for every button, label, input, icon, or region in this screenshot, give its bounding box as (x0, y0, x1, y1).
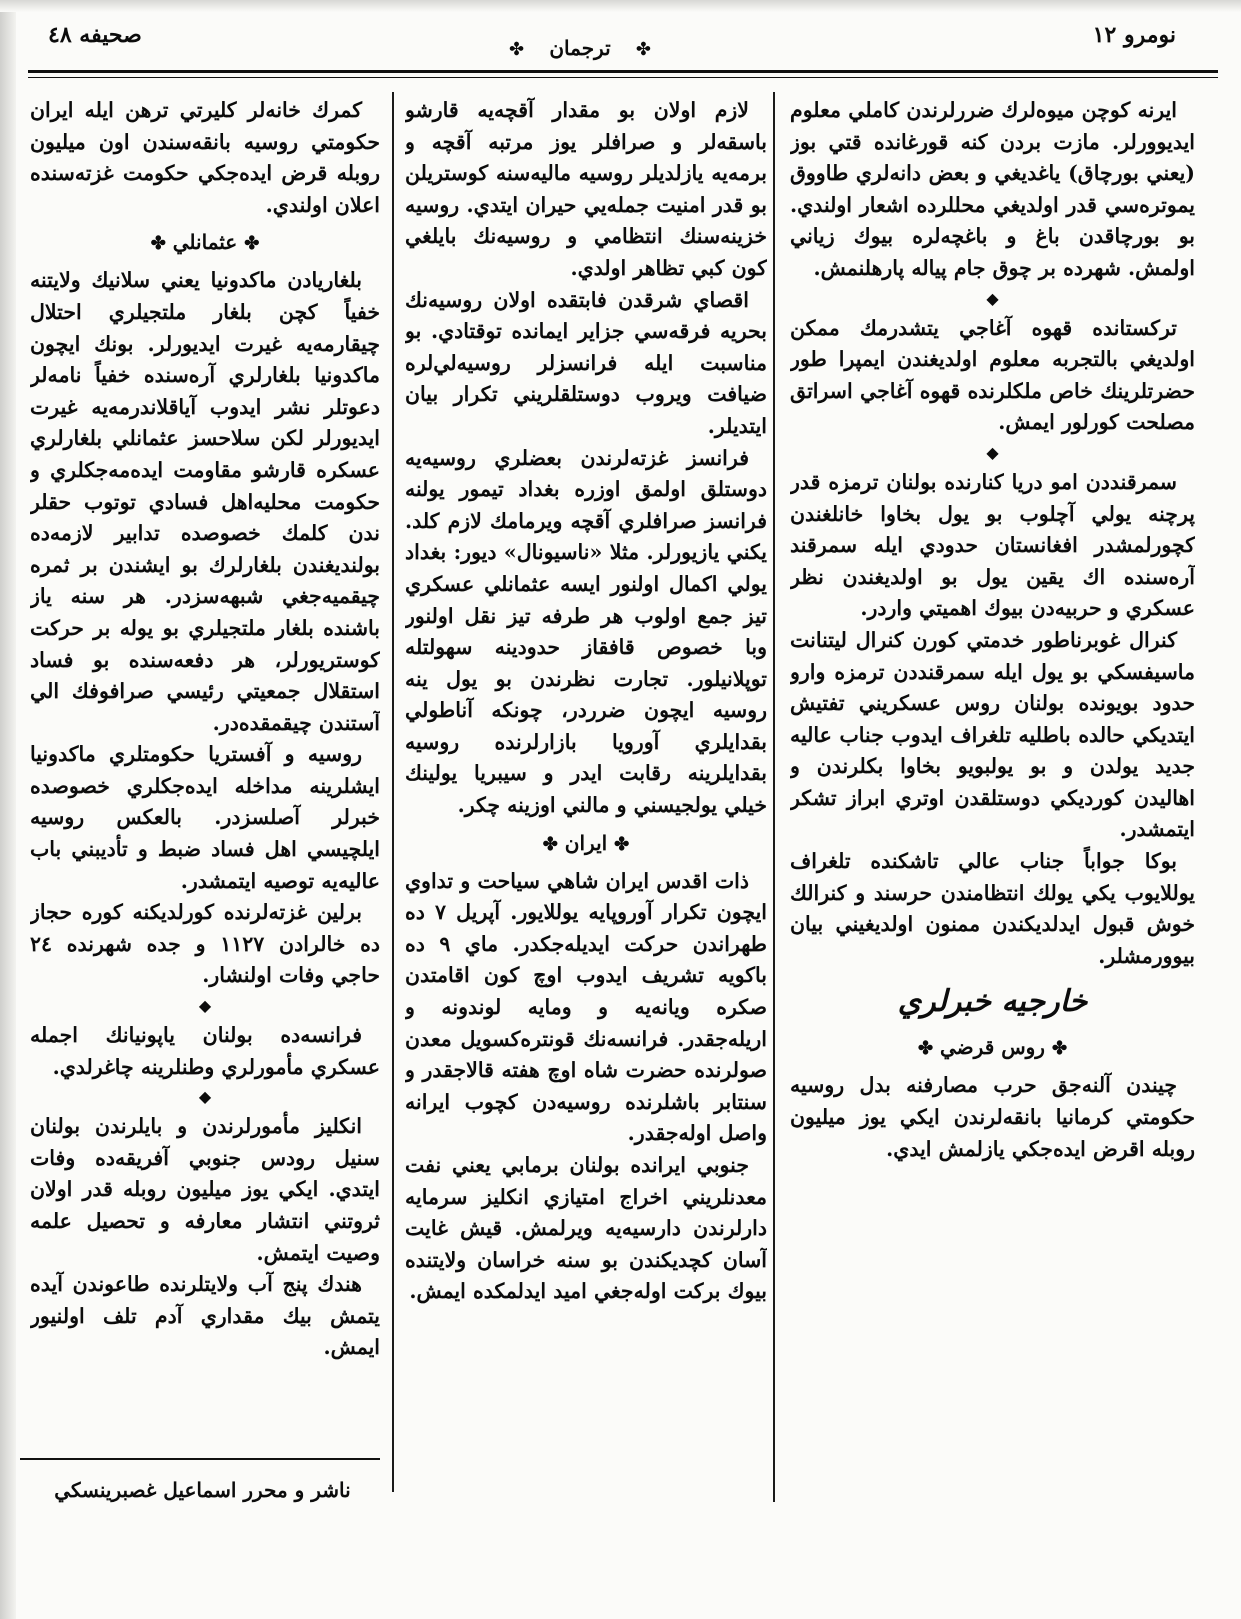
column-right (790, 95, 1195, 1485)
ornament-icon: ✤ (1051, 1038, 1068, 1060)
article-text: هندك پنج آب ولايتلرنده طاعوندن آيده يتمش بيك مقداري آدم تلف اولنيور ايمش. (30, 1272, 380, 1360)
ornament-icon: ✤ (244, 233, 260, 255)
scan-edge-top (0, 0, 1241, 12)
article-text: بوكا جواباً جناب عالي تاشكنده تلغراف يوللايوب يكي يولك انتظامندن حرسند و كنرالك خوش قبول ايدلديكندن ممنون اولديغيني بيان بيوورمشلر. (790, 849, 1195, 968)
article-text: ذات اقدس ايران شاهي سياحت و تداوي ايچون تكرار آوروپايه يوللايور. آپريل ٧ ده طهراندن حركت ايديله‌جكدر. ماي ٩ ده باكويه تشريف ايدوب اوچ كون اقامتدن صكره ويانه‌يه و ومايه لوندونه و اريله‌جقدر. فرانسه‌نك قونتره‌كسويل معدن صولرنده حضرت شاه اوچ هفته قالاجقدر و سنتابر باشلرنده روسيه‌دن كچوب ايرانه واصل اوله‌جقدر. (405, 868, 767, 1146)
article-text: سمرقنددن امو دريا كنارنده بولنان ترمزه قدر پرچنه يولي آچلوب بو يول بخاوا خانلغندن كچورلمشدر افغانستان حدودي ايله سمرقند آره‌سنده اك يقين يول بو اولديغندن نظر عسكري و حربيه‌دن بيوك اهميتي واردر. (790, 469, 1195, 621)
section-heading-iran: ✤ ايران ✤ (542, 830, 630, 855)
masthead-title: ترجمان (549, 36, 611, 60)
article-text: انكليز مأمورلرندن و بايلرندن بولنان سنيل رودس جنوبي آفريقه‌ده وفات ايتدي. ايكي يوز ميليون روبله قدر اولان ثروتني انتشار معارفه و تحصيل علمه وصيت ايتمش. (30, 1114, 380, 1265)
header-rule (28, 70, 1218, 73)
article-text: لازم اولان بو مقدار آقچه‌يه قارشو باسقه‌لر و صرافلر يوز مرتبه آقچه و برمه‌يه يازلديلر روسيه ماليه‌سنه كوستريلن بو قدر امنيت جمله‌يي حيران ايتدي. روسيه خزينه‌سنك انتظامي و روسيه‌نك بايلغي كون كبي تظاهر اولدي. (405, 98, 767, 280)
article-text: فرانسز غزته‌لرندن بعضلري روسيه‌يه دوستلق اولمق اوزره بغداد تيمور يولنه فرانسز صرافلري آقچه ويرمامك لازم كلد. يكني يازيورلر. مثلا «ناسيونال» ديور: بغداد يولي اكمال اولنور ايسه عثمانلي عسكري تيز جمع اولوب هر طرفه تيز نقل اولنور وبا خصوص قافقاز حدودينه سهولتله توپلانيلور. تجارت نظرندن بو يول ينه روسيه ايچون ضرردر، چونكه آناطولي بقدايلري آورويا بازارلرنده روسيه بقدايلرينه رقابت ايدر و سيبريا يولينك خيلي يولجيسني و مالني اوزينه چكر. (405, 445, 767, 818)
masthead (505, 36, 655, 70)
article-text: ايرنه كوچن ميوه‌لرك ضررلرندن كاملي معلوم ايديوورلر. مازت بردن كنه قورغانده قتي بوز (يعني بورچاق) ياغديغي و بعض دانه‌لري طاووق يموتره‌سي قدر اولديغي محللرده اشعار اولندي. بو بورچاقدن باغ و باغچه‌لره بيوك زياني اولمش. شهرده بر چوق جام پياله پارهلنمش. (790, 98, 1195, 280)
article-text: كنرال غوبرناطور خدمتي كورن كنرال ليتنانت ماسيفسكي بو يول ايله سمرقنددن ترمزه وارو حدود بويونده بولنان روس عسكريني تفتيش ايتديكي حالده باطليه تلغراف ايدوب جناب عاليه جديد يولدن و بو يولبويو بخاوا بكلرندن و اهاليدن كورديكي دوستلقدن اوتري ابراز تشكر ايتمشدر. (790, 627, 1195, 842)
article-text: روسيه و آفستريا حكومتلري ماكدونيا ايشلرينه مداخله ايده‌جكلري خصوصده خبرلر آصلسزدر. بالعكس روسيه ايلچيسي اهل فساد ضبط و تأديبني باب عاليه‌يه توصيه ايتمشدر. (30, 742, 380, 893)
separator-diamond-icon: ◆ (986, 442, 999, 462)
column-divider-left (392, 92, 394, 1492)
page-number: صحيفه ٤٨ (48, 22, 142, 48)
ornament-icon: ✤ (542, 833, 558, 855)
separator-diamond-icon: ◆ (198, 1087, 212, 1107)
ornament-icon: ✤ (614, 833, 630, 855)
section-heading-foreign-news: خارجيه خبرلري (897, 984, 1088, 1020)
article-text: فرانسه‌ده بولنان ياپونيانك اجمله عسكري مأمورلري وطنلرينه چاغرلدي. (30, 1023, 380, 1079)
section-heading-russian-loan: ✤ روس قرضي ✤ (917, 1035, 1068, 1060)
article-text: جنوبي ايرانده بولنان برمابي يعني نفت معدنلريني اخراج امتيازي انكليز سرمايه دارلرندن دارسيه‌يه ويرلمش. قيش غايت آسان كچديكندن بو سنه خراسان ولايتنده بيوك بركت اوله‌جغي اميد ايدلمكده ايمش. (405, 1153, 767, 1304)
ornament-left-icon: ✤ (509, 39, 525, 60)
article-text: چيندن آلنه‌جق حرب مصارفنه بدل روسيه حكومتي كرمانيا بانقه‌لرندن ايكي يوز ميليون روبله اقرض ايده‌جكي يازلمش ايدي. (790, 1073, 1195, 1161)
column-divider-right (773, 92, 775, 1502)
ornament-icon: ✤ (150, 233, 166, 255)
ornament-right-icon: ✤ (635, 39, 651, 60)
article-text: بلغاريادن ماكدونيا يعني سلانيك ولايتنه خفياً كچن بلغار ملتجيلري احتلال چيقارمه‌يه غيرت ايديورلر. بونك ايچون ماكدونيا بلغارلري آره‌سنده خفياً نامه‌لر دعوتلر نشر ايدوب آياقلاندرمه‌يه غيرت ايديورلر لكن سلاحسز عثمانلي بلغارلري عسكره قارشو مقاومت ايده‌مه‌جكلري و حكومت محليه‌اهل فسادي توتوب حقلر ندن كلمك خصوصده تدابير لازمه‌ده بولنديغندن بلغارلرك بو ايشندن بر ثمره چيقميه‌جغي شبهه‌سزدر. هر سنه ياز باشنده بلغار ملتجيلري بو يوله بر حركت كوستريورلر، هر دفعه‌سنده بو فساد استقلال جمعيتي رئيسي صرافوفك الي آستندن چيقمقده‌در. (30, 268, 380, 735)
separator-diamond-icon: ◆ (986, 288, 999, 308)
article-text: كمرك خانه‌لر كليرتي ترهن ايله ايران حكومتي روسيه بانقه‌سندن اون ميليون روبله قرض ايده‌جكي حكومت غزته‌سنده اعلان اولندي. (30, 98, 380, 217)
column-left (30, 95, 380, 1450)
article-text: تركستانده قهوه آغاجي يتشدرمك ممكن اولديغي بالتجربه معلوم اولديغندن ايمپرا طور حضرتلرينك خاص ملكلرنده قهوه آغاجي اسراتق مصلحت كورلور ايمش. (790, 315, 1195, 435)
column-middle (405, 95, 767, 1485)
footer-rule (20, 1458, 380, 1460)
publisher-credit: ناشر و محرر اسماعيل غصبرينسكي (54, 1478, 351, 1502)
header-rule-thin (28, 77, 1218, 78)
issue-number: نومرو ١٢ (1092, 22, 1176, 48)
article-text: برلين غزته‌لرنده كورلديكنه كوره حجاز ده خالرادن ١١٢٧ و جده شهرنده ٢٤ حاجي وفات اولنشار. (30, 900, 380, 988)
scan-edge-left (0, 0, 16, 1619)
article-text: اقصاي شرقدن فابتقده اولان روسيه‌نك بحريه فرقه‌سي جزاير ايمانده توقتادي. بو مناسبت ايله فرانسزلر روسيه‌لي‌لره ضيافت ويروب دوستلقلريني تكرار بيان ايتديلر. (405, 287, 767, 438)
section-heading-ottoman: ✤ عثمانلي ✤ (150, 230, 260, 255)
ornament-icon: ✤ (917, 1038, 934, 1060)
separator-diamond-icon: ◆ (198, 996, 212, 1016)
